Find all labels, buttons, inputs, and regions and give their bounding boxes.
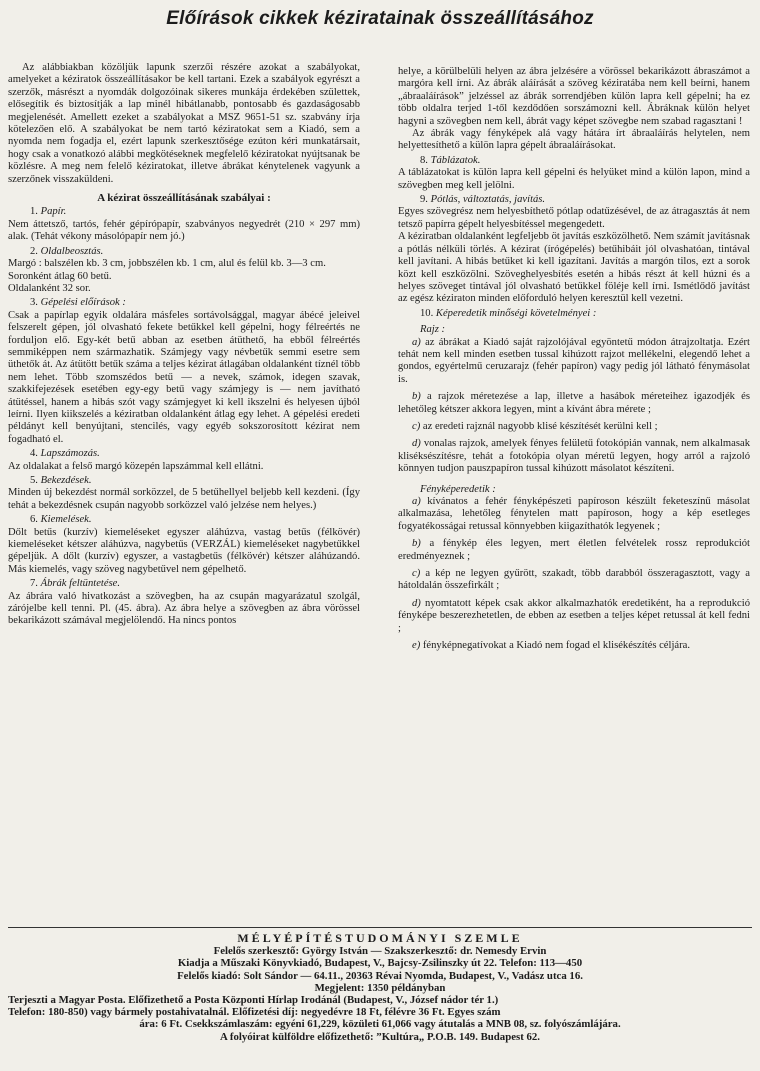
- article-title: Előírások cikkek kéziratainak összeállításához: [166, 8, 594, 29]
- item-text: az eredeti rajznál nagyobb klisé készítését kerülni kell ;: [422, 420, 658, 432]
- section-text-figures: Az ábrára való hivatkozást a szövegben, ha az csupán magyarázatul szolgál, zárójelbe kell tenni. Pl. (45. ábra). Az ábra helye a szövegben az ábra vörössel bekarikázott számával megjelölendő. Ha nincs pontos: [8, 590, 360, 627]
- drawing-rule-c: [398, 421, 750, 433]
- section-title: Pótlás, változtatás, javítás.: [430, 194, 546, 206]
- section-heading-typing: [30, 297, 360, 309]
- item-text: nyomtatott képek csak akkor alkalmazhatók eredetiként, ha a reprodukció fényképe beszerezhetetlen, de ebben az esetben a teljes képet retussal át kell fedni ;: [398, 597, 750, 634]
- section-text-figures-captions: Az ábrák vagy fényképek alá vagy hátára írt ábraaláírás helytelen, nem helyettesíthető a külön lapra gépelt ábraaláírásokat.: [398, 128, 750, 152]
- imprint-editors: Felelős szerkesztő: György István — Szakszerkesztő: dr. Nemesdy Ervin: [213, 945, 547, 958]
- section-title: Képeredetik minőségi követelményei :: [435, 307, 597, 319]
- section-title: Oldalbeosztás.: [40, 245, 104, 257]
- item-letter: d): [412, 438, 421, 450]
- item-text: az ábrákat a Kiadó saját rajzolójával egyöntetű módon átrajzoltatja. Ezért tehát nem kell minden esetben tussal kihúzott rajzot mellékelni, elegendő lehet a gondos, egyértelmű ceruzarajz (fehér papíron) vagy pedig jól látható fénymásolat is.: [398, 336, 751, 385]
- imprint-price: ára: 6 Ft. Csekkszámlaszám: egyéni 61,229, közületi 61,066 vagy átutalás a MNB 08, sz. folyószámlájára.: [139, 1018, 621, 1031]
- drawings-label: Rajz :: [420, 324, 446, 336]
- item-letter: d): [412, 597, 421, 609]
- section-text-emphasis: Dőlt betűs (kurzív) kiemeléseket egyszer aláhúzva, vastag betűs (félkövér) kiemeléseket kétszer aláhúzva, nagybetűs (VERZÁL) kiemeléseket nagybetűkkel gépeljük. A dőlt (kurzív) egyszer, a vastagbetűs (félkövér) kétszer aláhúzandó. Más kiemelés, vagy szöveg nagybetűvel nem gépelhető.: [8, 526, 360, 575]
- section-title: Kiemelések.: [40, 514, 92, 526]
- intro-paragraph: Az alábbiakban közöljük lapunk szerzői részére azokat a szabályokat, amelyeket a kéziratok összeállításakor be kell tartani. Ezek a szabályok egyrészt a szerzők, másrészt a nyomdák dolgozóinak sikeres munkája érdekében születtek, elősegítik és biztosítják a lap minél hibátlanabb, pontosabb és gazdaságosabb megjelenését. Amellett ezeket a szabályokat a MSZ 9651-51 sz. szabvány írja kötelezően elő. A szabályokat be nem tartó kéziratokat sem a Kiadó, sem a nyomda nem fogadja el, ezért lapunk szerkesztősége ezúton kéri munkatársait, hogy csak a vonatkozó alábbi megkötéseknek megfelelő kéziratokat nyújtsanak be közlésre. A meg nem felelő kéziratokat, illetve ábrákat kénytelenek vagyunk a szerzőnek visszaküldeni.: [8, 62, 360, 185]
- imprint-footer: [8, 927, 752, 1043]
- section-text-figures-cont: helye, a körülbelüli helyen az ábra jelzésére a vörössel bekarikázott ábraszámot a margóra kell írni. Az ábrák aláírását a szöveg kéziratába nem kell beírni, hanem „ábraaláírások” jelzéssel az ábrák sorrendjében külön lapra kell gépelni; ha ez több oldalra terjed 1-től kezdődően sorszámozni kell. Ábráknak külön helyet hagyni a szövegben nem kell, ábrát vagy képet szövegbe nem szabad ragasztani !: [398, 66, 750, 127]
- photos-label: Fényképeredetik :: [420, 483, 496, 495]
- photo-rule-d: [398, 598, 750, 635]
- photo-rule-e: [398, 640, 750, 652]
- section-heading-figures: [30, 578, 360, 590]
- section-number: 7.: [30, 578, 38, 590]
- section-heading-layout: [30, 246, 360, 258]
- imprint-publisher: Kiadja a Műszaki Könyvkiadó, Budapest, V., Bajcsy-Zsilinszky út 22. Telefon: 113—450: [177, 957, 583, 970]
- section-number: 6.: [30, 514, 38, 526]
- section-number: 9.: [420, 194, 428, 206]
- section-number: 3.: [30, 297, 38, 309]
- item-letter: a): [412, 496, 421, 507]
- section-text-tables: A táblázatokat is külön lapra kell gépelni és helyüket mind a külön lapon, mind a szövegben meg kell jelölni.: [398, 167, 750, 191]
- section-text-corrections-1: Egyes szövegrész nem helyesbíthető pótlap odatűzésével, de az átragasztás át nem tetsző papírra gépelt helyesbítéssel megengedett.: [398, 206, 750, 230]
- section-number: 2.: [30, 245, 38, 257]
- item-letter: e): [412, 640, 421, 652]
- section-title: Táblázatok.: [430, 154, 481, 166]
- item-text: fényképnegatívokat a Kiadó nem fogad el klisékészítés céljára.: [422, 640, 690, 652]
- item-text: vonalas rajzok, amelyek fényes felületű fotokópián vannak, nem alkalmasak kliséksészítésre, tehát a fotokópia olyan méretű legyen, hogy arról a rajzoló könnyen tudjon pauszpapíron tussal kihúzott másolatot készíteni.: [398, 438, 750, 475]
- drawing-rule-d: [398, 438, 750, 475]
- item-text: kívánatos a fehér fényképészeti papíroson készült feketeszínű másolat alkalmazása, lehetőleg fénytelen matt papíroson, hogy a kép esetleges fogyatékosságai retussal könnyebben kiigazíthatók legyenek ;: [398, 496, 750, 532]
- section-heading-image-quality: [420, 308, 750, 320]
- section-text-corrections-2: A kéziratban oldalanként legfeljebb öt javítás eszközölhető. Nem számít javításnak a pótlás nélküli törlés. A kézirat (írógépelés) betűhibáit jól olvashatóan, tintával kell javítani. A hibás betűket ki kell igazítani. Javítás a margón tilos, ezt a sorok közt kell eszközölni. Szöveghelyesbítés esetén a hibás részt át kell húzni és a helyes szöveget tintával jól olvasható betűkkel föléje kell írni. Ismétlődő javítást az egész kéziraton minden előforduló helyen keresztül kell vezetni.: [398, 231, 750, 305]
- left-column: [8, 62, 360, 628]
- photo-rule-a: [398, 496, 750, 533]
- imprint-responsible: Felelős kiadó: Solt Sándor — 64.11., 20363 Révai Nyomda, Budapest, V., Vadász utca 16.: [177, 969, 583, 982]
- section-heading-paragraphs: [30, 475, 360, 487]
- item-letter: b): [412, 391, 421, 403]
- section-heading-corrections: [420, 194, 750, 206]
- section-heading-pagination: [30, 448, 360, 460]
- section-text-paragraphs: Minden új bekezdést normál sorközzel, de 5 betűhellyel beljebb kell kezdeni. (Így tehát a bekezdésnek csupán nagyobb sorközzel való jelzése nem helyes.): [8, 487, 360, 511]
- section-title: Gépelési előírások :: [40, 297, 126, 309]
- section-title: Lapszámozás.: [40, 448, 100, 460]
- item-letter: c): [412, 568, 421, 580]
- item-letter: a): [412, 336, 421, 348]
- journal-name: MÉLYÉPÍTÉSTUDOMÁNYI SZEMLE: [237, 931, 523, 945]
- item-letter: b): [412, 538, 421, 550]
- section-heading-tables: [420, 155, 750, 167]
- section-number: 1.: [30, 206, 38, 218]
- drawing-rule-b: [398, 391, 750, 416]
- section-number: 8.: [420, 154, 428, 166]
- section-number: 5.: [30, 475, 38, 486]
- imprint-subscription: Telefon: 180-850) vagy bármely postahivatalnál. Előfizetési díj: negyedévre 18 Ft, félévre 36 Ft. Egyes szám: [8, 1006, 501, 1019]
- imprint-distribution: Terjeszti a Magyar Posta. Előfizethető a Posta Központi Hírlap Irodánál (Budapest, V., József nádor tér 1.): [8, 994, 499, 1007]
- section-heading-paper: [30, 206, 360, 218]
- section-title: Papír.: [40, 206, 67, 218]
- imprint-abroad: A folyóirat külföldre előfizethető: ”Kultúra„ P.O.B. 149. Budapest 62.: [219, 1030, 540, 1043]
- imprint-circulation: Megjelent: 1350 példányban: [314, 981, 446, 994]
- item-text: a fénykép éles legyen, mert életlen felvételek rossz reprodukciót eredményeznek ;: [398, 538, 750, 562]
- section-title: Bekezdések.: [40, 475, 92, 486]
- item-text: a kép ne legyen gyűrött, szakadt, több darabból összeragasztott, vagy a hátoldalán összefirkált ;: [398, 568, 750, 592]
- item-text: a rajzok méretezése a lap, illetve a hasábok méreteihez igazodjék és lehetőleg kétszer akkora legyen, mint a kívánt ábra mérete ;: [398, 391, 750, 415]
- item-letter: c): [412, 420, 421, 432]
- section-text-layout-lines: Oldalanként 32 sor.: [8, 282, 91, 294]
- rules-heading: A kézirat összeállításának szabályai :: [97, 192, 271, 205]
- section-number: 4.: [30, 448, 38, 460]
- section-text-layout-margins: Margó : balszélen kb. 3 cm, jobbszélen kb. 1 cm, alul és felül kb. 3—3 cm.: [8, 258, 326, 270]
- section-text-layout-chars: Soronként átlag 60 betű.: [8, 270, 112, 282]
- section-text-typing: Csak a papírlap egyik oldalára másfeles sortávolsággal, magyar ábécé jeleivel felszerelt gépen, jól olvasható fekete betűkkel kell gépelni, hogy félreértés ne forduljon elő. Egy-két betű abban az esetben átüthető, ha ebből félreértés semmiképpen nem származhatik. Számjegy vagy névbetűk semmi esetre sem üthetők át. Az átütött betűk száma a teljes kézirat átlagában oldalanként tíznél több nem lehet. Több szomszédos betű — a nevek, számok, idegen szavak, szakkifejezések esetében egy-egy betű vagy számjegy is — nem javítható átütéssel, hanem a hibás szót vagy számjegyet ki kell ikszelni és helyesen újból leírni. Ilyen kiikszelés a kéziratban oldalanként átlag egy lehet. A gépelési eredeti példányt kell benyújtani, stencilés, vagy egyéb sokszorosított kézirat nem fogadható el.: [8, 309, 360, 445]
- section-heading-emphasis: [30, 514, 360, 526]
- section-text-pagination: Az oldalakat a felső margó közepén lapszámmal kell ellátni.: [8, 460, 264, 472]
- photo-rule-b: [398, 538, 750, 563]
- right-column: [398, 66, 750, 652]
- section-title: Ábrák feltüntetése.: [40, 578, 121, 590]
- photo-rule-c: [398, 568, 750, 593]
- section-text-paper: Nem áttetsző, tartós, fehér gépírópapír, szabványos negyedrét (210 × 297 mm) alak. (Tehát vékony másolópapír nem jó.): [8, 218, 360, 243]
- section-number: 10.: [420, 307, 434, 319]
- drawing-rule-a: [398, 337, 750, 387]
